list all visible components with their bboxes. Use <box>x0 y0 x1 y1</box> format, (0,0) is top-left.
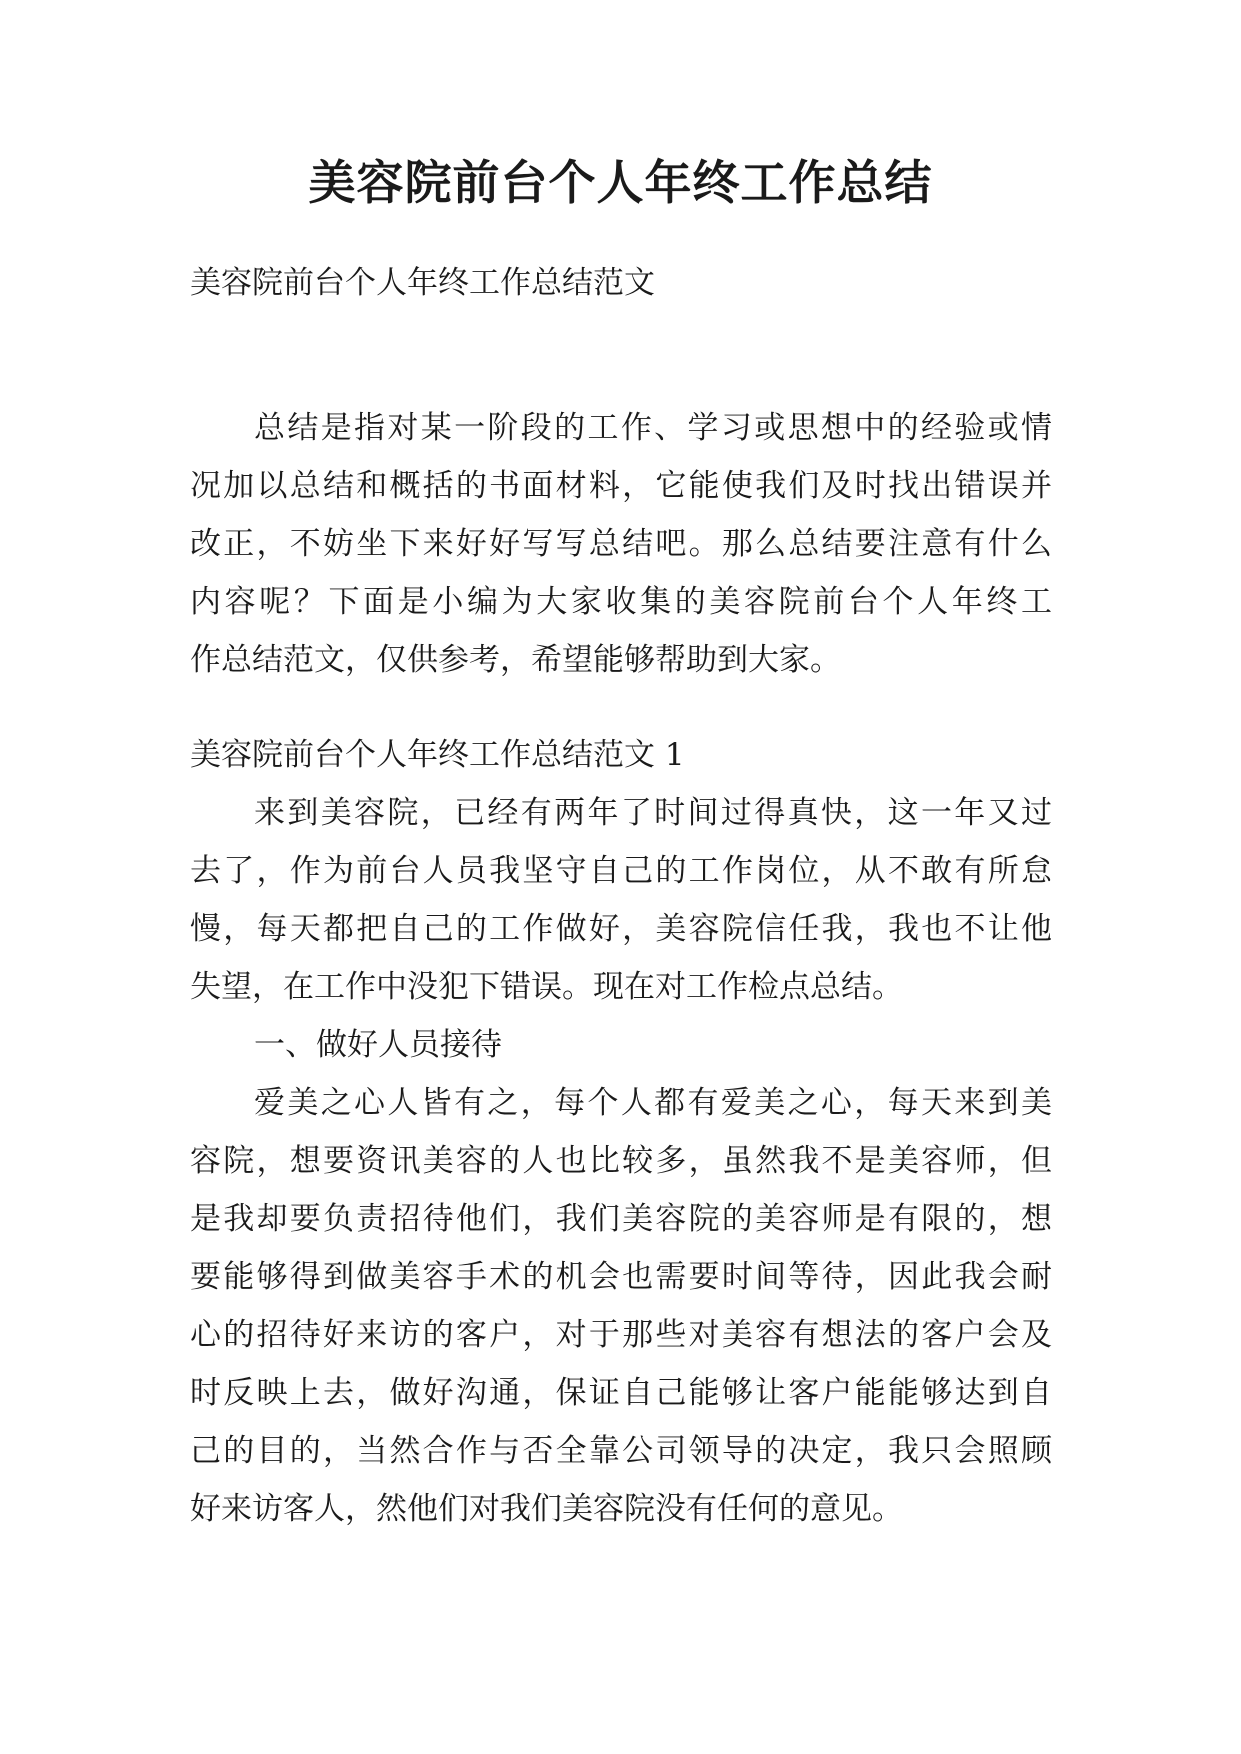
paragraph-line: 失望，在工作中没犯下错误。现在对工作检点总结。 <box>190 969 903 1005</box>
intro-line: 改正，不妨坐下来好好写写总结吧。那么总结要注意有什么 <box>190 526 1052 562</box>
document-subtitle: 美容院前台个人年终工作总结范文 <box>190 265 655 301</box>
paragraph-line: 要能够得到做美容手术的机会也需要时间等待，因此我会耐 <box>190 1259 1052 1295</box>
intro-line: 总结是指对某一阶段的工作、学习或思想中的经验或情 <box>254 410 1052 446</box>
paragraph-line: 来到美容院，已经有两年了时间过得真快，这一年又过 <box>254 795 1052 831</box>
intro-line: 内容呢？下面是小编为大家收集的美容院前台个人年终工 <box>190 584 1052 620</box>
document-title: 美容院前台个人年终工作总结 <box>308 156 933 211</box>
intro-line: 况加以总结和概括的书面材料，它能使我们及时找出错误并 <box>190 468 1052 504</box>
paragraph-line: 是我却要负责招待他们，我们美容院的美容师是有限的，想 <box>190 1201 1052 1237</box>
section-heading: 美容院前台个人年终工作总结范文 1 <box>190 737 685 773</box>
paragraph-line: 时反映上去，做好沟通，保证自己能够让客户能能够达到自 <box>190 1375 1052 1411</box>
paragraph-line: 好来访客人，然他们对我们美容院没有任何的意见。 <box>190 1491 903 1527</box>
paragraph-line: 心的招待好来访的客户，对于那些对美容有想法的客户会及 <box>190 1317 1052 1353</box>
paragraph-line: 容院，想要资讯美容的人也比较多，虽然我不是美容师，但 <box>190 1143 1052 1179</box>
subheading: 一、做好人员接待 <box>254 1027 502 1063</box>
paragraph-line: 慢，每天都把自己的工作做好，美容院信任我，我也不让他 <box>190 911 1052 947</box>
paragraph-line: 己的目的，当然合作与否全靠公司领导的决定，我只会照顾 <box>190 1433 1052 1469</box>
paragraph-line: 爱美之心人皆有之，每个人都有爱美之心，每天来到美 <box>254 1085 1052 1121</box>
intro-line: 作总结范文，仅供参考，希望能够帮助到大家。 <box>190 642 841 678</box>
paragraph-line: 去了，作为前台人员我坚守自己的工作岗位，从不敢有所怠 <box>190 853 1052 889</box>
